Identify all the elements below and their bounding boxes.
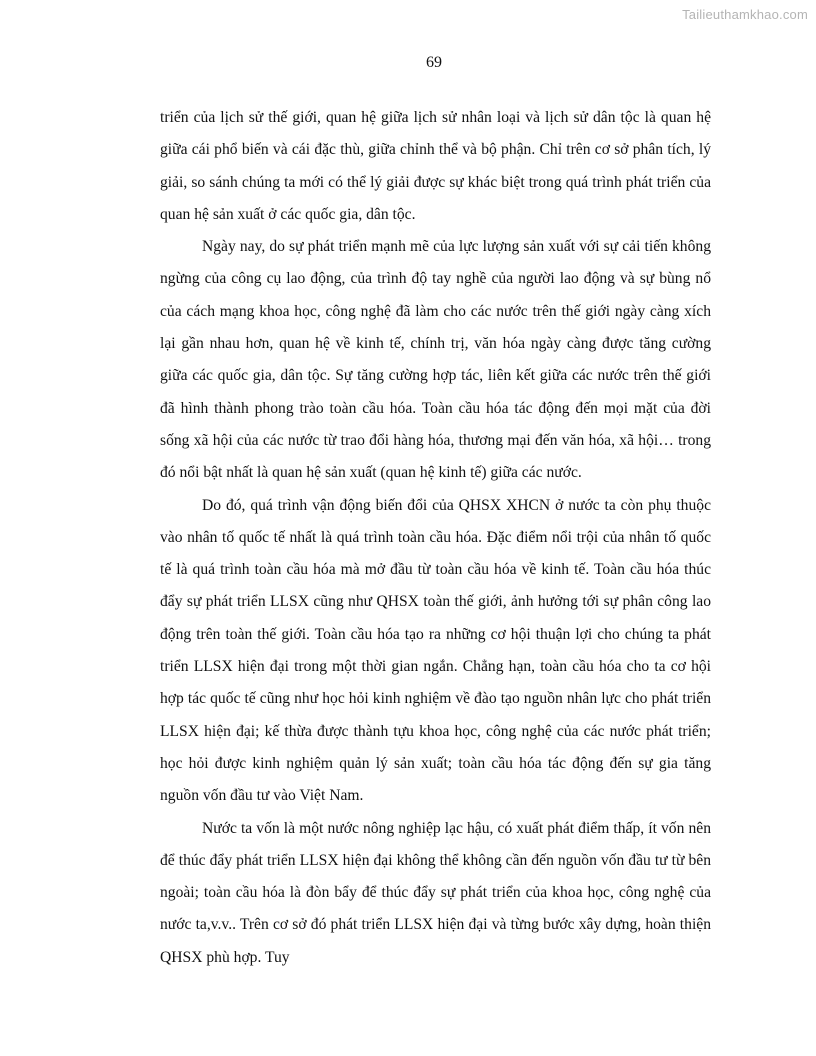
paragraph-investment: Nước ta vốn là một nước nông nghiệp lạc hậu, có xuất phát điểm thấp, ít vốn nên để thúc đẩy phát triển LLSX hiện đại không thể không cần đến nguồn vốn đầu tư từ bên ngoài; toàn cầu hóa là đòn bẩy để thúc đẩy sự phát triển của khoa học, công nghệ của nước ta,v.v.. Trên cơ sở đó phát triển LLSX hiện đại và từng bước xây dựng, hoàn thiện QHSX phù hợp. Tuy bbox=[160, 819, 711, 966]
watermark-text: Tailieuthamkhao.com bbox=[682, 7, 808, 22]
paragraph-globalization-intro: Ngày nay, do sự phát triển mạnh mẽ của lực lượng sản xuất với sự cải tiến không ngừng của công cụ lao động, của trình độ tay nghề của người lao động và sự bùng nổ của cách mạng khoa học, công nghệ đã làm cho các nước trên thế giới ngày càng xích lại gần nhau hơn, quan hệ về kinh tế, chính trị, văn hóa ngày càng được tăng cường giữa các quốc gia, dân tộc. Sự tăng cường hợp tác, liên kết giữa các nước trên thế giới đã hình thành phong trào toàn cầu hóa. Toàn cầu hóa tác động đến mọi mặt của đời sống xã hội của các nước từ trao đổi hàng hóa, thương mại đến văn hóa, xã hội… trong đó nổi bật nhất là quan hệ sản xuất (quan hệ kinh tế) giữa các nước. bbox=[160, 238, 711, 482]
paragraph-continuation: triển của lịch sử thế giới, quan hệ giữa lịch sử nhân loại và lịch sử dân tộc là quan hệ giữa cái phổ biến và cái đặc thù, giữa chỉnh thể và bộ phận. Chỉ trên cơ sở phân tích, lý giải, so sánh chúng ta mới có thể lý giải được sự khác biệt trong quá trình phát triển của quan hệ sản xuất ở các quốc gia, dân tộc. bbox=[160, 109, 711, 223]
document-body bbox=[160, 102, 711, 974]
page-number: 69 bbox=[426, 54, 442, 71]
paragraph-international-factor: Do đó, quá trình vận động biến đổi của QHSX XHCN ở nước ta còn phụ thuộc vào nhân tố quốc tế nhất là quá trình toàn cầu hóa. Đặc điểm nổi trội của nhân tố quốc tế là quá trình toàn cầu hóa mà mở đầu từ toàn cầu hóa về kinh tế. Toàn cầu hóa thúc đẩy sự phát triển LLSX cũng như QHSX toàn thế giới, ảnh hưởng tới sự phân công lao động trên toàn thế giới. Toàn cầu hóa tạo ra những cơ hội thuận lợi cho chúng ta phát triển LLSX hiện đại trong một thời gian ngắn. Chẳng hạn, toàn cầu hóa cho ta cơ hội hợp tác quốc tế cũng như học hỏi kinh nghiệm về đào tạo nguồn nhân lực cho phát triển LLSX hiện đại; kế thừa được thành tựu khoa học, công nghệ của các nước phát triển; học hỏi được kinh nghiệm quản lý sản xuất; toàn cầu hóa tác động đến sự gia tăng nguồn vốn đầu tư vào Việt Nam. bbox=[160, 496, 711, 805]
